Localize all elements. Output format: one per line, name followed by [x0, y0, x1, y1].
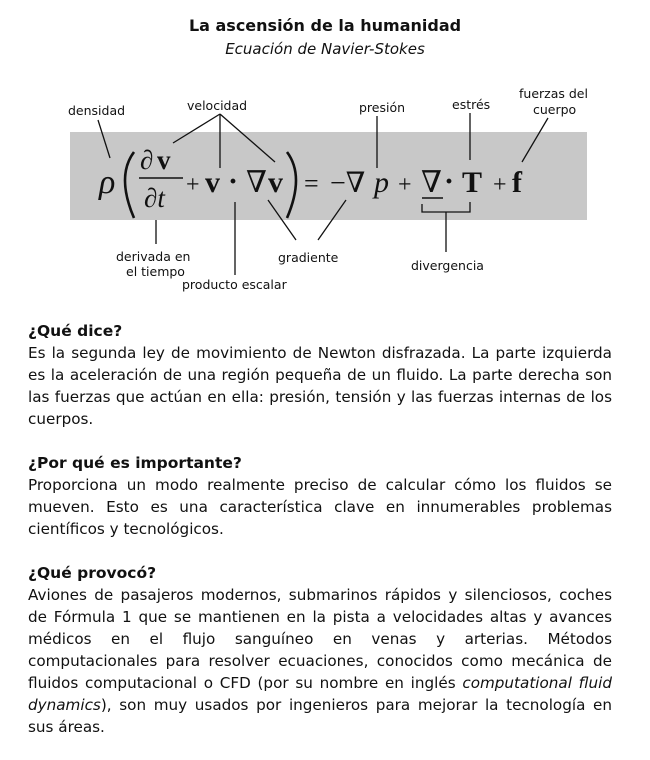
label-pressure: presión — [359, 100, 406, 115]
section-heading: ¿Por qué es importante? — [28, 454, 242, 472]
page-title: La ascensión de la humanidad — [188, 16, 462, 35]
svg-text:=: = — [304, 169, 319, 198]
section-what-it-says — [28, 320, 612, 430]
svg-text:ρ: ρ — [99, 164, 116, 201]
svg-text:∇: ∇ — [246, 166, 267, 199]
italic-term: computational fluid dynamics — [28, 674, 612, 714]
svg-text:∂: ∂ — [140, 145, 154, 175]
svg-text:+: + — [398, 172, 412, 198]
label-body-forces-1: fuerzas del — [519, 86, 588, 101]
svg-text:T: T — [462, 166, 483, 199]
svg-text:+: + — [493, 172, 507, 198]
label-stress: estrés — [452, 97, 491, 112]
label-dot-product: producto escalar — [182, 277, 287, 292]
label-velocity: velocidad — [187, 98, 248, 113]
svg-text:v: v — [268, 166, 283, 199]
svg-text:·: · — [444, 165, 455, 198]
svg-text:p: p — [374, 166, 389, 199]
svg-text:v: v — [205, 166, 220, 199]
sections — [28, 320, 612, 760]
section-heading: ¿Qué provocó? — [28, 564, 157, 582]
label-density: densidad — [68, 103, 126, 118]
svg-text:+: + — [186, 172, 200, 198]
label-divergence: divergencia — [411, 258, 484, 273]
section-text: Aviones de pasajeros modernos, submarinos rápidos y silenciosos, coches de Fórmula 1 que se mantienen en la pista a velocidades altas y avances médicos en el flujo sanguíneo en venas y arterias. Métodos computacionales para resolver ecuaciones, conocidos como mecánica de fluidos computacional o CFD (por su nombre en inglés computational fluid dynamics), son muy usados por ingenieros para mejorar la tecnología en sus áreas. — [28, 586, 612, 736]
section-text: Es la segunda ley de movimiento de Newton disfrazada. La parte izquierda es la aceleración de una región pequeña de un fluido. La parte derecha son las fuerzas que actúan en ella: presión, tensión y las fuerzas internas de los cuerpos. — [28, 344, 612, 428]
navier-stokes-diagram — [0, 80, 650, 305]
svg-text:v: v — [157, 145, 171, 175]
svg-text:∇: ∇ — [421, 166, 442, 199]
section-why-important — [28, 452, 612, 540]
svg-text:−∇: −∇ — [330, 168, 366, 199]
section-what-it-led-to — [28, 562, 612, 738]
svg-text:∂t: ∂t — [144, 183, 165, 213]
svg-text:f: f — [512, 166, 522, 199]
svg-text:·: · — [228, 165, 239, 198]
page-subtitle: Ecuación de Navier-Stokes — [225, 40, 425, 58]
label-time-derivative-1: derivada en — [116, 249, 191, 264]
label-time-derivative-2: el tiempo — [126, 264, 185, 279]
label-gradient: gradiente — [278, 250, 339, 265]
section-heading: ¿Qué dice? — [28, 322, 123, 340]
label-body-forces-2: cuerpo — [533, 102, 577, 117]
section-text: Proporciona un modo realmente preciso de calcular cómo los fluidos se mueven. Esto es una característica clave en innumerables problemas científicos y tecnológicos. — [28, 476, 612, 538]
